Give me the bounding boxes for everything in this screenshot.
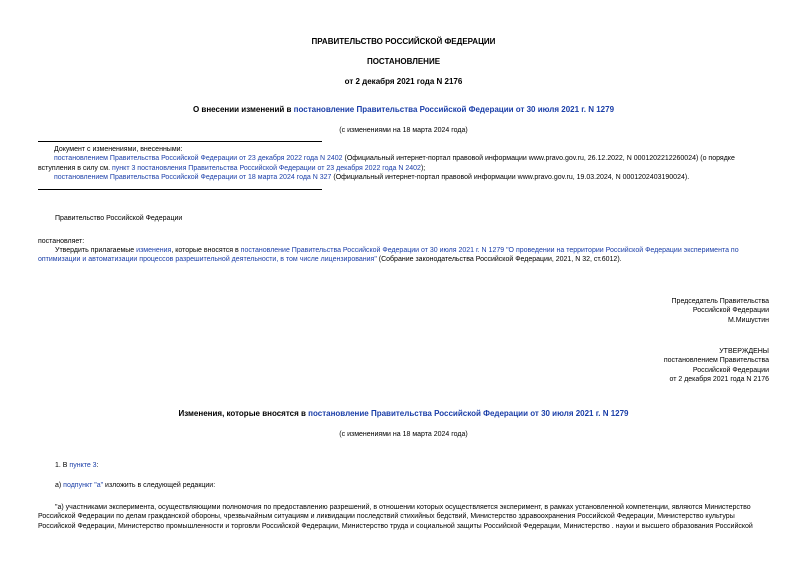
signature-line-3: М.Мишустин <box>727 316 769 324</box>
approved-line-1: УТВЕРЖДЕНЫ <box>719 348 769 355</box>
annex-quote: "а) участниками эксперимента, осуществляющими полномочия по предоставлению разрешений, в отношении которых осуществляется эксперимент, в рамках установленной компетенции, являются Министерство Российской Федерации по делам гражданской обороны, чрезвычайным ситуациям и ликвидации последствий стихийных бедствий, Министерство здравоохранения Российской Федерации, Министерство культуры Российской Федерации, Министерство промышленности и торговли Российской Федерации, Министерство труда и социальной защиты Российской Федерации, Министерство . науки и высшего образования Российской <box>38 504 753 530</box>
title-link[interactable]: постановление Правительства Российской Федерации от 30 июля 2021 г. N 1279 <box>293 105 615 114</box>
signature-line-2: Российской Федерации <box>692 307 769 315</box>
approve-link-changes[interactable]: изменения <box>136 247 172 254</box>
subpoint-a-text-a: а) <box>55 482 64 489</box>
change-1-end: ); <box>420 164 426 172</box>
annex-subpoint-a <box>55 481 215 490</box>
point-1-text-b: : <box>96 462 99 469</box>
change-item-2 <box>38 173 770 182</box>
document-date: от 2 декабря 2021 года N 2176 <box>344 77 463 86</box>
signature-block <box>672 297 769 325</box>
approve-text-a: Утвердить прилагаемые <box>55 247 137 254</box>
changes-header: Документ с изменениями, внесенными: <box>54 146 183 153</box>
approve-paragraph <box>38 246 770 265</box>
title-prefix: О внесении изменений в <box>192 105 294 114</box>
change-2-link[interactable]: постановлением Правительства Российской Федерации от 18 марта 2024 года N 327 <box>54 174 332 182</box>
change-2-text: (Официальный интернет-портал правовой информации www.pravo.gov.ru, 19.03.2024, N 0001202403190024). <box>331 174 690 182</box>
change-item-1 <box>38 154 770 173</box>
changes-block <box>38 145 770 183</box>
subpoint-a-link[interactable]: подпункт "а" <box>63 482 104 489</box>
subpoint-a-text-b: изложить в следующей редакции: <box>103 482 216 489</box>
divider-bottom <box>38 189 322 190</box>
issuing-authority: ПРАВИТЕЛЬСТВО РОССИЙСКОЙ ФЕДЕРАЦИИ <box>311 37 496 46</box>
change-1-link-2[interactable]: пункт 3 постановления Правительства Российской Федерации от 23 декабря 2022 года N 2402 <box>112 164 421 172</box>
edition-note: (с изменениями на 18 марта 2024 года) <box>339 127 468 134</box>
annex-title-prefix: Изменения, которые вносятся в <box>178 409 309 418</box>
annex-title-link[interactable]: постановление Правительства Российской Федерации от 30 июля 2021 г. N 1279 <box>308 409 629 418</box>
approved-line-3: Российской Федерации <box>692 366 769 374</box>
document-title <box>0 105 807 116</box>
government-line: Правительство Российской Федерации <box>55 215 183 222</box>
change-1-text: (Официальный интернет-портал правовой информации www.pravo.gov.ru, 26.12.2022, N 0001202212260024) (о порядке вступления в силу см. <box>38 155 735 172</box>
approve-link-decree[interactable]: постановление Правительства Российской Федерации от 30 июля 2021 г. N 1279 "О проведении на территории Российской Федерации эксперимента по оптимизации и автоматизации процессов разрешительной деятельности, в том числе лицензирования" <box>38 247 739 264</box>
point-1-link[interactable]: пункте 3 <box>69 462 97 469</box>
annex-edition-note: (с изменениями на 18 марта 2024 года) <box>339 431 468 438</box>
approve-text-c: (Собрание законодательства Российской Федерации, 2021, N 32, ст.6012). <box>376 256 622 264</box>
annex-title <box>0 409 807 420</box>
approved-line-2: постановлением Правительства <box>663 357 769 365</box>
approved-line-4: от 2 декабря 2021 года N 2176 <box>669 376 769 384</box>
divider-top <box>38 141 322 142</box>
document-type: ПОСТАНОВЛЕНИЕ <box>366 57 441 66</box>
point-1-text-a: 1. В <box>55 462 70 469</box>
annex-point-1 <box>55 461 99 470</box>
approved-block <box>664 347 769 385</box>
approve-text-b: , которые вносятся в <box>171 247 241 254</box>
change-1-link[interactable]: постановлением Правительства Российской Федерации от 23 декабря 2022 года N 2402 <box>54 155 343 163</box>
decides-line: постановляет: <box>38 238 85 245</box>
signature-line-1: Председатель Правительства <box>671 298 769 305</box>
